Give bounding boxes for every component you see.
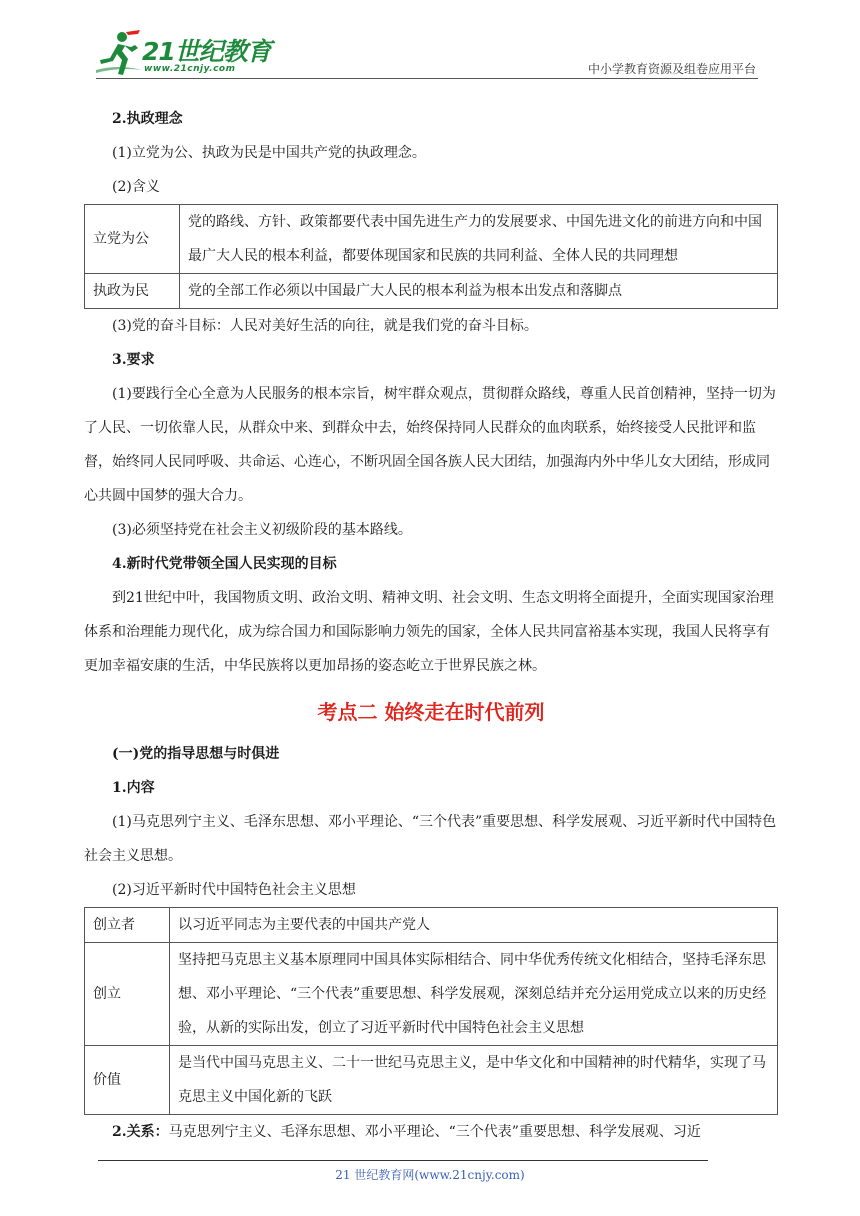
paragraph: (1)马克思列宁主义、毛泽东思想、邓小平理论、“三个代表”重要思想、科学发展观、习近平新时代中国特色社会主义思想。 bbox=[84, 814, 777, 864]
runner-logo-icon bbox=[92, 30, 144, 78]
table-cell-label: 创立者 bbox=[85, 908, 170, 943]
heading-governing-idea: 2.执政理念 bbox=[112, 111, 183, 127]
table-cell-label: 创立 bbox=[85, 943, 170, 1046]
paragraph: (2)含义 bbox=[112, 179, 160, 195]
footer-divider bbox=[98, 1160, 708, 1161]
section-title: 考点二 始终走在时代前列 bbox=[317, 700, 545, 724]
logo-main-text: 21世纪教育 bbox=[142, 37, 271, 66]
paragraph-relation bbox=[84, 1115, 778, 1149]
page-header bbox=[0, 0, 860, 90]
header-divider bbox=[96, 78, 758, 79]
heading-guiding-thought: (一)党的指导思想与时俱进 bbox=[112, 746, 280, 762]
paragraph: (2)习近平新时代中国特色社会主义思想 bbox=[112, 882, 356, 898]
table-cell-label: 执政为民 bbox=[85, 274, 180, 309]
table-cell-text: 以习近平同志为主要代表的中国共产党人 bbox=[170, 908, 778, 943]
relation-text: 马克思列宁主义、毛泽东思想、邓小平理论、“三个代表”重要思想、科学发展观、习近 bbox=[168, 1124, 701, 1140]
table-row bbox=[85, 205, 778, 274]
table-cell-label: 价值 bbox=[85, 1046, 170, 1115]
table-cell-text: 党的全部工作必须以中国最广大人民的根本利益为根本出发点和落脚点 bbox=[180, 274, 778, 309]
table-row bbox=[85, 274, 778, 309]
footer-text: 21 世纪教育网(www.21cnjy.com) bbox=[335, 1168, 525, 1182]
paragraph: (3)党的奋斗目标：人民对美好生活的向往，就是我们党的奋斗目标。 bbox=[112, 318, 538, 334]
heading-content: 1.内容 bbox=[112, 780, 155, 796]
paragraph: 到21世纪中叶，我国物质文明、政治文明、精神文明、社会文明、生态文明将全面提升，全面实现国家治理体系和治理能力现代化，成为综合国力和国际影响力领先的国家，全体人民共同富裕基本实现，我国人民将享有更加幸福安康的生活，中华民族将以更加昂扬的姿态屹立于世界民族之林。 bbox=[84, 590, 774, 674]
logo-sub-text: www.21cnjy.com bbox=[144, 64, 236, 74]
logo bbox=[92, 30, 271, 80]
table-row bbox=[85, 1046, 778, 1115]
relation-label: 2.关系： bbox=[112, 1124, 169, 1140]
thought-table bbox=[84, 907, 778, 1115]
table-row bbox=[85, 943, 778, 1046]
table-cell-text: 党的路线、方针、政策都要代表中国先进生产力的发展要求、中国先进文化的前进方向和中国最广大人民的根本利益，都要体现国家和民族的共同利益、全体人民的共同理想 bbox=[180, 205, 778, 274]
meaning-table bbox=[84, 204, 778, 309]
table-cell-label: 立党为公 bbox=[85, 205, 180, 274]
heading-requirements: 3.要求 bbox=[112, 352, 155, 368]
paragraph: (1)立党为公、执政为民是中国共产党的执政理念。 bbox=[112, 145, 426, 161]
heading-goal: 4.新时代党带领全国人民实现的目标 bbox=[112, 556, 337, 572]
paragraph: (1)要践行全心全意为人民服务的根本宗旨，树牢群众观点，贯彻群众路线，尊重人民首创精神，坚持一切为了人民、一切依靠人民，从群众中来、到群众中去，始终保持同人民群众的血肉联系，始终接受人民批评和监督，始终同人民同呼吸、共命运、心连心，不断巩固全国各族人民大团结，加强海内外中华儿女大团结，形成同心共圆中国梦的强大合力。 bbox=[84, 386, 776, 504]
table-cell-text: 是当代中国马克思主义、二十一世纪马克思主义，是中华文化和中国精神的时代精华，实现了马克思主义中国化新的飞跃 bbox=[170, 1046, 778, 1115]
table-cell-text: 坚持把马克思主义基本原理同中国具体实际相结合、同中华优秀传统文化相结合，坚持毛泽东思想、邓小平理论、“三个代表”重要思想、科学发展观，深刻总结并充分运用党成立以来的历史经验，从新的实际出发，创立了习近平新时代中国特色社会主义思想 bbox=[170, 943, 778, 1046]
document-body bbox=[84, 102, 778, 1149]
paragraph: (3)必须坚持党在社会主义初级阶段的基本路线。 bbox=[112, 522, 412, 538]
table-row bbox=[85, 908, 778, 943]
header-platform-text: 中小学教育资源及组卷应用平台 bbox=[587, 62, 756, 76]
